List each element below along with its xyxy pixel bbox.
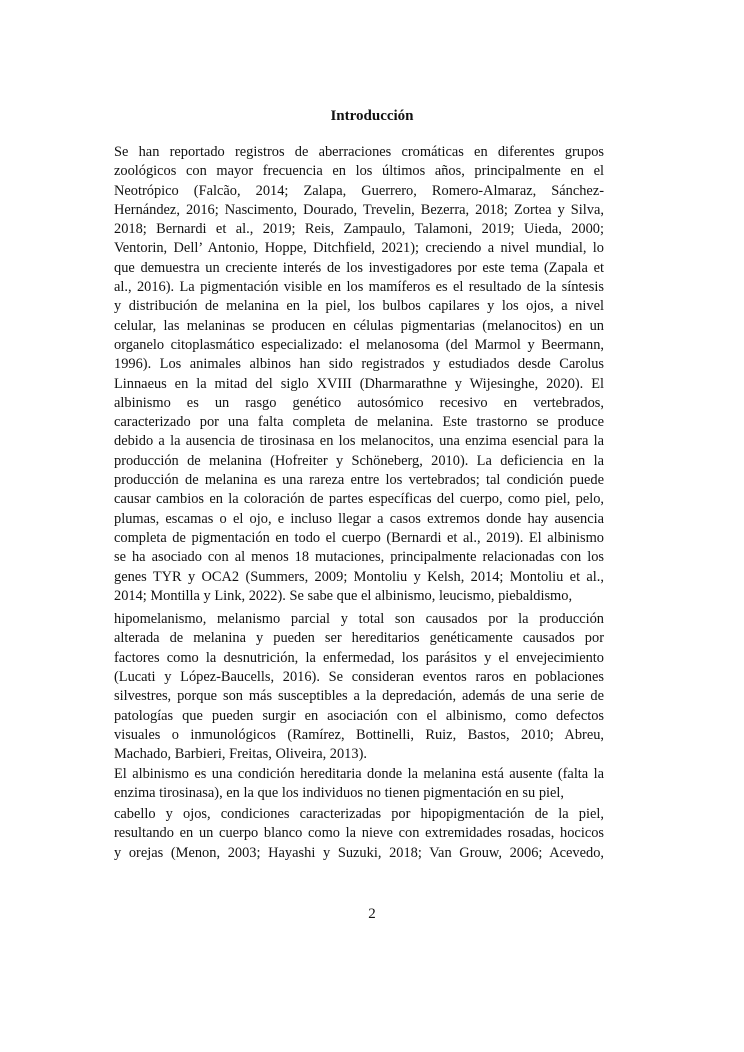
text-line: que demuestra un creciente interés de los investigadores por este tema (Zapala et (114, 259, 604, 276)
text-line: zoológicos con mayor frecuencia en los últimos años, principalmente en el (114, 163, 604, 180)
text-line: factores como la desnutrición, la enfermedad, los parásitos y el envejecimiento (114, 649, 604, 666)
text-line: enzima tirosinasa), en la que los individuos no tienen pigmentación en su piel, (114, 784, 565, 801)
text-line: completa de pigmentación en todo el cuerpo (Bernardi et al., 2019). El albinismo (114, 529, 604, 546)
text-line: debido a la ausencia de tirosinasa en los melanocitos, una enzima esencial para la (114, 433, 604, 450)
text-line: (Lucati y López-Baucells, 2016). Se consideran eventos raros en poblaciones (114, 669, 604, 686)
text-line: albinismo es un rasgo genético autosómico recesivo en vertebrados, (114, 394, 604, 411)
text-line: genes TYR y OCA2 (Summers, 2009; Montoliu y Kelsh, 2014; Montoliu et al., (114, 568, 604, 585)
text-line: se ha asociado con al menos 18 mutaciones, principalmente relacionadas con los (114, 549, 604, 566)
text-line: resultando en un cuerpo blanco como la nieve con extremidades rosadas, hocicos (114, 825, 604, 842)
text-line: 2018; Bernardi et al., 2019; Reis, Zampaulo, Talamoni, 2019; Uieda, 2000; (114, 221, 604, 238)
text-line: Hernández, 2016; Nascimento, Dourado, Trevelin, Bezerra, 2018; Zortea y Silva, (114, 201, 604, 218)
text-line: celular, las melaninas se producen en células pigmentarias (melanocitos) en un (114, 317, 604, 334)
text-line: al., 2016). La pigmentación visible en los mamíferos es el resultado de la síntesis (114, 279, 604, 296)
text-line: 2014; Montilla y Link, 2022). Se sabe que el albinismo, leucismo, piebaldismo, (114, 587, 573, 604)
section-heading: Introducción (330, 108, 414, 124)
text-line: hipomelanismo, melanismo parcial y total son causados por la producción (114, 611, 604, 628)
text-line: silvestres, porque son más susceptibles a la depredación, además de una serie de (114, 688, 604, 705)
text-line: Ventorin, Dell’ Antonio, Hoppe, Ditchfield, 2021); creciendo a nivel mundial, lo (114, 240, 604, 257)
text-line: organelo citoplasmático especializado: el melanosoma (del Marmol y Beermann, (114, 336, 604, 353)
text-line: plumas, escamas o el ojo, e incluso llegar a casos extremos donde hay ausencia (114, 510, 604, 527)
text-line: producción de melanina (Hofreiter y Schöneberg, 2010). La deficiencia en la (114, 452, 604, 469)
page-number: 2 (368, 906, 376, 922)
text-line: Machado, Barbieri, Freitas, Oliveira, 2013). (114, 746, 367, 763)
text-line: causar cambios en la coloración de partes específicas del cuerpo, como piel, pelo, (114, 491, 604, 508)
text-line: Neotrópico (Falcão, 2014; Zalapa, Guerrero, Romero-Almaraz, Sánchez- (114, 182, 604, 199)
body-paragraphs (114, 143, 604, 863)
text-line: caracterizado por una falta completa de melanina. Este trastorno se produce (114, 414, 604, 431)
text-line: Linnaeus en la mitad del siglo XVIII (Dharmarathne y Wijesinghe, 2020). El (114, 375, 604, 392)
text-line: 1996). Los animales albinos han sido registrados y estudiados desde Carolus (114, 356, 604, 373)
text-line: El albinismo es una condición hereditaria donde la melanina está ausente (falta la (114, 765, 604, 782)
text-line: y distribución de melanina en la piel, los bulbos capilares y los ojos, a nivel (114, 298, 604, 315)
text-line: patologías que pueden surgir en asociación con el albinismo, como defectos (114, 707, 604, 724)
text-line: cabello y ojos, condiciones caracterizadas por hipopigmentación de la piel, (114, 806, 604, 823)
text-line: Se han reportado registros de aberraciones cromáticas en diferentes grupos (114, 144, 604, 160)
text-line: producción de melanina es una rareza entre los vertebrados; tal condición puede (114, 472, 604, 489)
text-line: y orejas (Menon, 2003; Hayashi y Suzuki, 2018; Van Grouw, 2006; Acevedo, (114, 844, 604, 861)
text-line: visuales o inmunológicos (Ramírez, Bottinelli, Ruiz, Bastos, 2010; Abreu, (114, 726, 604, 743)
text-line: alterada de melanina y pueden ser hereditarios genéticamente causados por (114, 630, 604, 647)
